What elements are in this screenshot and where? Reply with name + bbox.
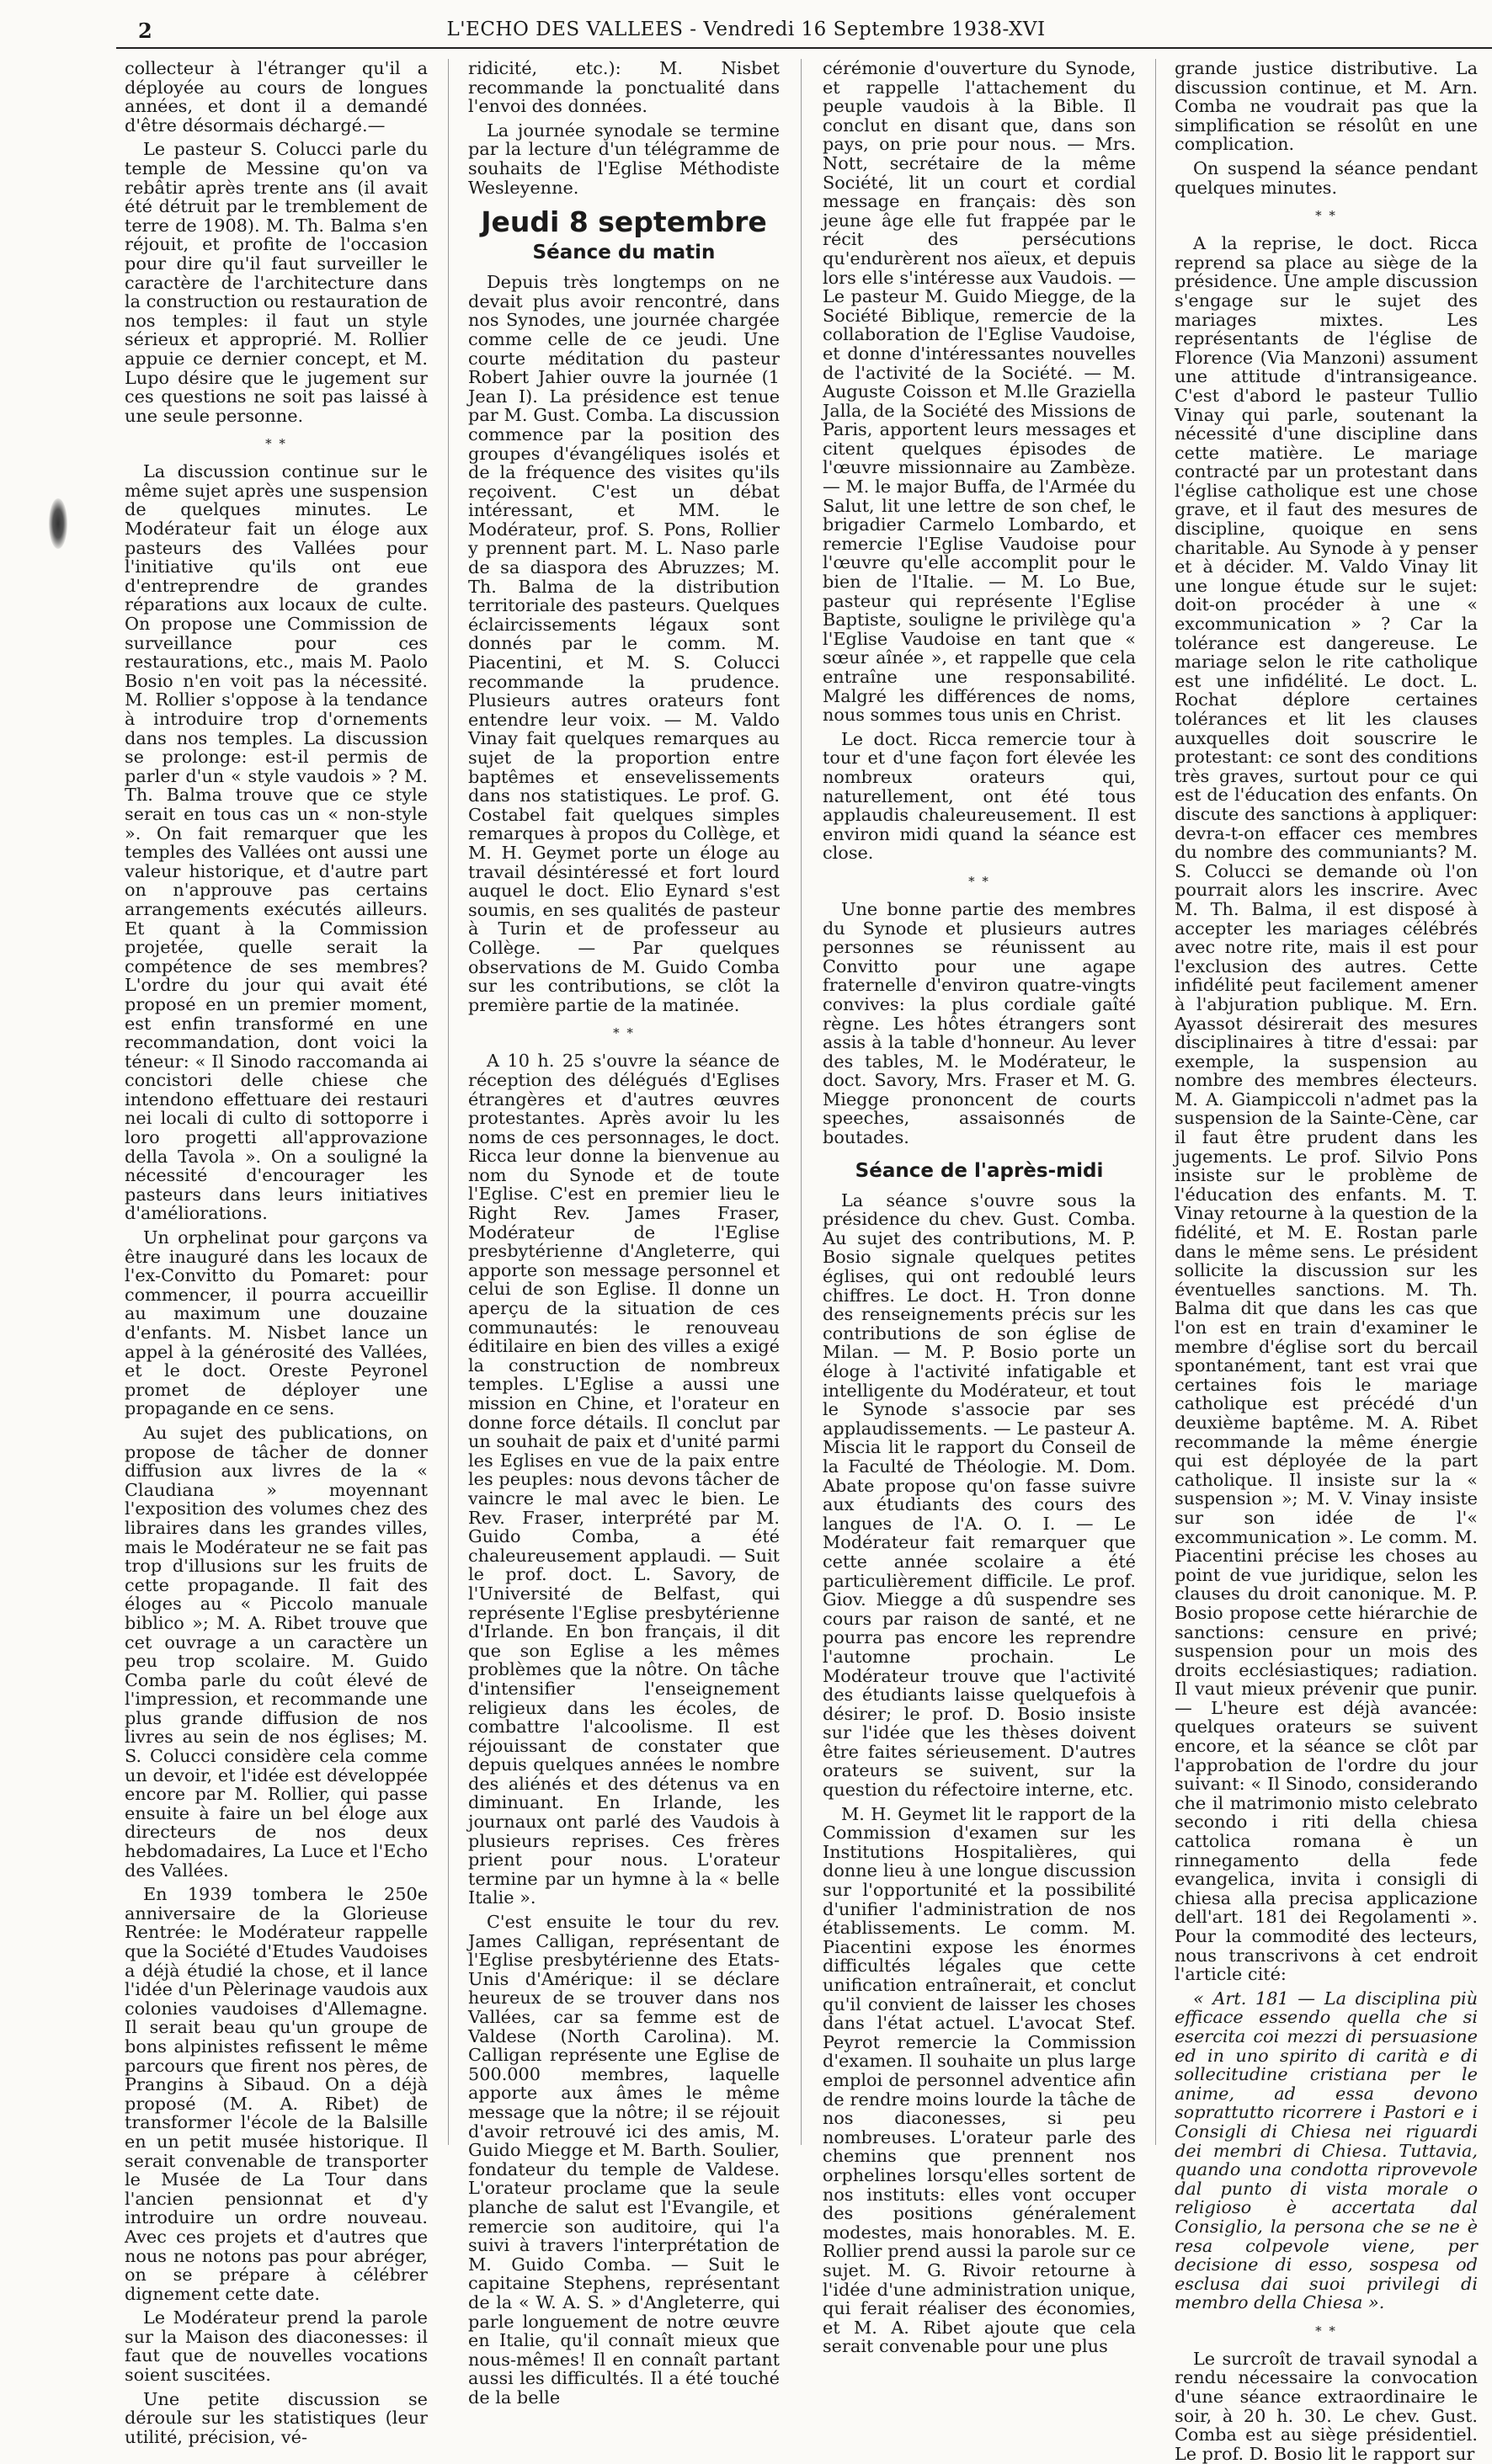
header-rule [116, 47, 1492, 49]
paragraph: Au sujet des publications, on propose de tâcher de donner diffusion aux livres de la « Claudiana » moyennant l'exposition des volumes chez des libraires dans les grandes villes, mais le Modérateur ne se fait pas trop d'illusions sur les fruits de cette propagande. Il fait des éloges au « Piccolo manuale biblico »; M. A. Ribet trouve que cet ouvrage a un caractère un peu trop scolaire. M. Guido Comba parle du coût élevé de l'impression, et recommande une plus grande diffusion de nos livres au sein de nos églises; M. S. Colucci considère cela comme un devoir, et l'idée est développée encore par M. Rollier, qui passe ensuite à faire un bel éloge aux directeurs de nos deux hebdomadaires, La Luce et l'Echo des Vallées. [125, 1422, 428, 1881]
asterism: * * [1315, 2323, 1337, 2339]
column-3 [823, 58, 1136, 2357]
paragraph: cérémonie d'ouverture du Synode, et rappelle l'attachement du peuple vaudois à la Bible. Il conclut en disant que, dans son pays, on prie pour nous. — Mrs. Nott, secrétaire de la même Société, lit un court et cordial message en français: dès son jeune âge elle fut frappée par le récit des persécutions qu'endurèrent nos aïeux, et depuis lors elle s'intéresse aux Vaudois. — Le pasteur M. Guido Miegge, de la Société Biblique, remercie de la collaboration de l'Eglise Vaudoise, et donne d'intéressantes nouvelles de l'activité de la Société. — M. Auguste Coisson et M.lle Graziella Jalla, de la Société des Missions de Paris, apportent leurs messages et citent quelques épisodes de l'œuvre missionnaire au Zambèze. — M. le major Buffa, de l'Armée du Salut, lit une lettre de son chef, le brigadier Carmelo Lombardo, et remercie l'Eglise Vaudoise pour l'œuvre qu'elle accomplit pour le bien de l'Italie. — M. Lo Bue, pasteur qui représente l'Eglise Baptiste, souligne le privilège qu'a l'Eglise Vaudoise en tant que « sœur aînée », et rappelle que cela entraîne une responsabilité. Malgré les différences de noms, nous sommes tous unis en Christ. [823, 58, 1136, 726]
paragraph: Depuis très longtemps on ne devait plus avoir rencontré, dans nos Synodes, une journée chargée comme celle de ce jeudi. Une courte méditation du pasteur Robert Jahier ouvre la journée (1 Jean I). La présidence est tenue par M. Gust. Comba. La discussion commence par la position des groupes d'évangéliques isolés et de la fréquence des visites qu'ils reçoivent. C'est un débat intéressant, et MM. le Modérateur, prof. S. Pons, Rollier y prennent part. M. L. Naso parle de sa diaspora des Abruzzes; M. Th. Balma de la distribution territoriale des pasteurs. Quelques éclaircissements légaux sont donnés par le comm. M. Piacentini, et M. S. Colucci recommande la prudence. Plusieurs autres orateurs font entendre leur voix. — M. Valdo Vinay fait quelques remarques au sujet de la proportion entre baptêmes et ensevelissements dans nos statistiques. Le prof. G. Costabel fait quelques simples remarques à propos du Collège, et M. H. Geymet porte un éloge au travail désintéressé et fort lourd auquel le doct. Elio Eynard s'est soumis, en ses qualités de pasteur à Turin et de professeur au Collège. — Par quelques observations de M. Guido Comba sur les contributions, se clôt la première partie de la matinée. [468, 272, 780, 1015]
paragraph: Le Modérateur prend la parole sur la Maison des diaconesses: il faut que de nouvelles vocations soient suscitées. [125, 2307, 428, 2386]
paragraph: A la reprise, le doct. Ricca reprend sa place au siège de la présidence. Une ample discussion s'engage sur le sujet des mariages mixtes. Les représentants de l'église de Florence (Via Manzoni) assument une attitude d'intransigeance. C'est d'abord le pasteur Tullio Vinay qui parle, soutenant la nécessité d'une discipline dans cette matière. Le mariage contracté par un protestant dans l'église catholique est une chose grave, et il faut des mesures de discipline, quoique en sens charitable. Au Synode à y penser et à décider. M. Valdo Vinay lit une longue étude sur le sujet: doit-on procéder à une « excommunication » ? Car la tolérance est dangereuse. Le mariage selon le rite catholique est une infidélité. Le doct. L. Rochat déplore certaines tolérances et lit les clauses auxquelles doit souscrire le protestant: ce sont des conditions très graves, surtout pour ce qui est de l'éducation des enfants. On discute des sanctions à appliquer: devra-t-on effacer ces membres du nombre des communiants? M. S. Colucci se demande où l'on pourrait alors les inscrire. Avec M. Th. Balma, il est disposé à accepter les mariages célébrés avec notre rite, mais il est pour l'exclusion des autres. Cette infidélité peut facilement amener à l'abjuration publique. M. Ern. Ayassot désirerait des mesures disciplinaires à titre d'essai: par exemple, la suspension au nombre des membres électeurs. M. A. Giampiccoli n'admet pas la suspension de la Sainte-Cène, car il faut être prudent dans les jugements. Le prof. Silvio Pons insiste sur le problème de l'éducation des enfants. M. T. Vinay retourne à la question de la fidélité, et M. E. Rostan parle dans le même sens. Le président sollicite la discussion sur les éventuelles sanctions. M. Th. Balma dit que dans les cas que l'on est en train d'examiner le membre d'église sort du bercail spontanément, tant est vrai que certaines fois le mariage catholique est précédé d'un deuxième baptême. M. A. Ribet recommande la même énergie qui est déployée de la part catholique. Il insiste sur la « suspension »; M. V. Vinay insiste sur son idée de l'« excommunication ». Le comm. M. Piacentini précise les choses au point de vue juridique, selon les clauses du droit canonique. M. P. Bosio propose cette hiérarchie de sanctions: censure en privé; suspension pour un mois des droits ecclésiastiques; radiation. Il vaut mieux prévenir que punir. — L'heure est déjà avancée: quelques orateurs se suivent encore, et la séance se clôt par l'approbation de l'ordre du jour suivant: « Il Sinodo, considerando che il matrimonio misto celebrato secondo i riti della chiesa cattolica romana è un rinnegamento della fede evangelica, invita i consigli di chiesa alla precisa applicazione dell'art. 181 dei Regolamenti ». Pour la commodité des lecteurs, nous transcrivons à cet endroit l'article cité: [1175, 233, 1478, 1985]
paragraph: collecteur à l'étranger qu'il a déployée au cours de longues années, et dont il a demandé d'être désormais déchargé.— [125, 58, 428, 136]
paragraph: En 1939 tombera le 250e anniversaire de la Glorieuse Rentrée: le Modérateur rappelle que la Société d'Etudes Vaudoises a déjà étudié la chose, et il lance l'idée d'un Pèlerinage vaudois aux colonies vaudoises d'Allemagne. Il serait beau qu'un groupe de bons alpinistes refissent le même parcours que firent nos pères, de Prangins à Sibaud. On a déjà proposé (M. A. Ribet) de transformer l'école de la Balsille en un petit musée historique. Il serait convenable de transporter le Musée de La Tour dans l'ancien pensionnat et d'y introduire un ordre nouveau. Avec ces projets et d'autres que nous ne notons pas pour abréger, on se prépare à célébrer dignement cette date. [125, 1884, 428, 2304]
column-separator [801, 59, 802, 2145]
paragraph: C'est ensuite le tour du rev. James Calligan, représentant de l'Eglise presbytérienne des Etats-Unis d'Amérique: il se déclare heureux de se trouver dans nos Vallées, car sa femme est de Valdese (North Carolina). M. Calligan représente une Eglise de 500.000 membres, laquelle apporte aux âmes le même message que la nôtre; il se réjouit d'avoir retrouvé ici des amis, M. Guido Miegge et M. Barth. Soulier, fondateur du temple de Valdese. L'orateur proclame que la seule planche de salut est l'Evangile, et remercie son auditoire, qui l'a suivi à travers l'interprétation de M. Guido Comba. — Suit le capitaine Stephens, représentant de la « W. A. S. » d'Angleterre, qui parle longuement de notre œuvre en Italie, qu'il connaît mieux que nous-mêmes! Il en connaît partant aussi les difficultés. Il a été touché de la belle [468, 1912, 780, 2408]
paragraph: La discussion continue sur le même sujet après une suspension de quelques minutes. Le Modérateur fait un éloge aux pasteurs des Vallées pour l'initiative qu'ils ont eue d'entreprendre de grandes réparations aux locaux de culte. On propose une Commission de surveillance pour ces restaurations, etc., mais M. Paolo Bosio n'en voit pas la nécessité. M. Rollier s'oppose à la tendance à introduire trop d'ornements dans nos temples. La discussion se prolonge: est-il permis de parler d'un « style vaudois » ? M. Th. Balma trouve que ce style serait en tous cas un « non-style ». On fait remarquer que les temples des Vallées ont aussi une valeur historique, et d'autre part on n'approuve pas certains arrangements exécutés ailleurs. Et quant à la Commission projetée, quelle serait la compétence de ses membres? L'ordre du jour qui avait été proposé en un premier moment, est enfin transformé en une recommandation, dont voici la téneur: « Il Sinodo raccomanda ai concistori delle chiese che intendono effettuare dei restauri nei locali di culto di sottoporre i loro progetti all'approvazione della Tavola ». On a souligné la nécessité d'encourager les pasteurs dans leurs initiatives d'améliorations. [125, 461, 428, 1224]
asterism: * * [265, 436, 287, 452]
paragraph: Une bonne partie des membres du Synode et plusieurs autres personnes se réunissent au Convitto pour une agape fraternelle d'environ quatre-vingts convives: la plus cordiale gaîté règne. Les hôtes étrangers sont assis à la table d'honneur. Au lever des tables, M. le Modérateur, le doct. Savory, Mrs. Fraser et M. G. Miegge prononcent de courts speeches, assaisonnés de boutades. [823, 898, 1136, 1148]
asterism: * * [968, 873, 990, 889]
paragraph: grande justice distributive. La discussion continue, et M. Arn. Comba ne voudrait pas que la simplification se résolût en une complication. [1175, 58, 1478, 155]
paragraph: Le surcroît de travail synodal a rendu nécessaire la convocation d'une séance extraordinaire le soir, à 20 h. 30. Le chev. Gust. Comba est au siège présidentiel. Le prof. D. Bosio lit le rapport sur [1175, 2348, 1478, 2464]
page-header [0, 0, 1492, 49]
paragraph: Un orphelinat pour garçons va être inauguré dans les locaux de l'ex-Convitto du Pomaret: pour commencer, il pourra accueillir au maximum une douzaine d'enfants. M. Nisbet lance un appel à la générosité des Vallées, et le doct. Oreste Peyronel promet de déployer une propagande en ce sens. [125, 1227, 428, 1419]
session-heading: Séance du matin [532, 242, 716, 264]
paragraph: M. H. Geymet lit le rapport de la Commission d'examen sur les Institutions Hospitalières, qui donne lieu à une longue discussion sur l'opportunité et la possibilité d'unifier l'administration de nos établissements. Le comm. M. Piacentini expose les énormes difficultés légales que cette unification entraînerait, et conclut qu'il convient de laisser les choses dans l'état actuel. L'avocat Stef. Peyrot remercie la Commission d'examen. Il souhaite un plus large emploi de personnel adventice afin de rendre moins lourde la tâche de nos diaconesses, si peu nombreuses. L'orateur parle des chemins que prennent nos orphelines lorsqu'elles sortent de nos instituts: elles vont occuper des positions généralement modestes, mais honorables. M. E. Rollier prend aussi la parole sur ce sujet. M. G. Rivoir retourne à l'idée d'une administration unique, qui ferait réaliser des économies, et M. A. Ribet ajoute que cela serait convenable pour une plus [823, 1803, 1136, 2357]
column-1 [125, 58, 428, 2447]
paragraph: La séance s'ouvre sous la présidence du chev. Gust. Comba. Au sujet des contributions, M. P. Bosio signale quelques petites églises, qui ont redoublé leurs chiffres. Le doct. H. Tron donne des renseignements précis sur les contributions de son église de Milan. — M. P. Bosio porte un éloge à l'activité infatigable et intelligente du Modérateur, et tout le Synode s'associe par ses applaudissements. — Le pasteur A. Miscia lit le rapport du Conseil de la Faculté de Théologie. M. Dom. Abate propose qu'on fasse suivre aux étudiants des cours des langues de l'A. O. I. — Le Modérateur fait remarquer que cette année scolaire a été particulièrement difficile. Le prof. Giov. Miegge a dû suspendre ses cours par raison de santé, et ne pourra pas encore les reprendre l'automne prochain. Le Modérateur trouve que l'activité des étudiants laisse quelquefois à désirer; le prof. D. Bosio insiste sur l'idée que les thèses doivent être faites sérieusement. D'autres orateurs se suivent, sur la question du réfectoire interne, etc. [823, 1189, 1136, 1801]
session-heading: Séance de l'après-midi [855, 1159, 1104, 1182]
day-heading: Jeudi 8 septembre [481, 205, 767, 239]
column-separator [448, 59, 449, 2145]
page-number: 2 [138, 19, 152, 43]
paragraph: Le pasteur S. Colucci parle du temple de Messine qu'on va rebâtir après trente ans (il avait été détruit par le tremblement de terre de 1908). M. Th. Balma s'en réjouit, et profite de l'occasion pour dire qu'il faut surveiller le caractère de l'architecture dans la construction ou restauration de nos temples: il faut un style sérieux et approprié. M. Rollier appuie ce dernier concept, et M. Lupo désire que le jugement sur ces questions ne soit pas laissé à une seule personne. [125, 139, 428, 426]
asterism: * * [1315, 208, 1337, 224]
column-separator [1155, 59, 1156, 2145]
running-head: L'ECHO DES VALLEES - Vendredi 16 Septembre 1938-XVI [446, 19, 1046, 40]
ink-smudge [49, 498, 67, 549]
paragraph: ridicité, etc.): M. Nisbet recommande la ponctualité dans l'envoi des données. [468, 58, 780, 117]
paragraph: Une petite discussion se déroule sur les statistiques (leur utilité, précision, vé- [125, 2388, 428, 2447]
paragraph: A 10 h. 25 s'ouvre la séance de réception des délégués d'Eglises étrangères et d'autres œuvres protestantes. Après avoir lu les noms de ces personnages, le doct. Ricca leur donne la bienvenue au nom du Synode et de toute l'Eglise. C'est en premier lieu le Right Rev. James Fraser, Modérateur de l'Eglise presbytérienne d'Angleterre, qui apporte son message personnel et celui de son Eglise. Il donne un aperçu de la situation de ces communautés: le renouveau éditilaire en bien des villes a exigé la construction de nombreux temples. L'Eglise a aussi une mission en Chine, et l'orateur en donne force détails. Il conclut par un souhait de paix et d'unité parmi les Eglises en vue de la paix entre les peuples: nous devons tâcher de vaincre le mal avec le bien. Le Rev. Fraser, interprété par M. Guido Comba, a été chaleureusement applaudi. — Suit le prof. doct. L. Savory, de l'Université de Belfast, qui représente l'Eglise presbytérienne d'Irlande. En bon français, il dit que son Eglise a les mêmes problèmes que la nôtre. On tâche d'intensifier l'enseignement religieux dans les écoles, de combattre l'alcoolisme. Il est réjouissant de constater que depuis quelques années le nombre des aliénés et des détenus va en diminuant. En Irlande, les journaux ont parlé des Vaudois à plusieurs reprises. Ces frères prient pour nous. L'orateur termine par un hymne à la « belle Italie ». [468, 1051, 780, 1908]
paragraph: La journée synodale se termine par la lecture d'un télégramme de souhaits de l'Eglise Méthodiste Wesleyenne. [468, 120, 780, 198]
column-2 [468, 58, 780, 2408]
article-quote: « Art. 181 — La disciplina più efficace essendo quella che si esercita coi mezzi di persuasione ed in uno spirito di carità e di sollecitudine cristiana per le anime, ad essa devono soprattutto ricorrere i Pastori e i Consigli di Chiesa nei riguardi dei membri di Chiesa. Tuttavia, quando una condotta riprovevole dal punto di vista morale o religioso è accertata dal Consiglio, la persona che se ne è resa colpevole viene, per decisione di esso, sospesa od esclusa dai suoi privilegi di membro della Chiesa ». [1175, 1988, 1478, 2313]
paragraph: On suspend la séance pendant quelques minutes. [1175, 157, 1478, 198]
column-4 [1175, 58, 1478, 2464]
asterism: * * [613, 1025, 635, 1041]
paragraph: Le doct. Ricca remercie tour à tour et d'une façon fort élevée les nombreux orateurs qui, naturellement, ont été tous applaudis chaleureusement. Il est environ midi quand la séance est close. [823, 728, 1136, 864]
